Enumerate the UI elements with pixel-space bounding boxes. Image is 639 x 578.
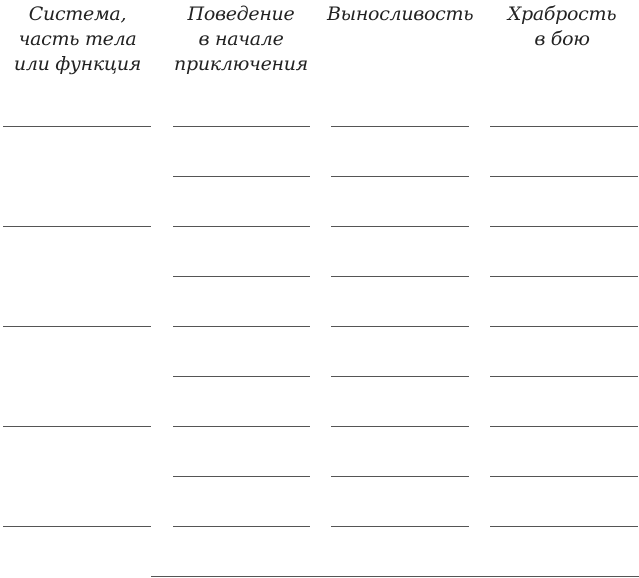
entry-line[interactable] bbox=[490, 276, 638, 277]
entry-line[interactable] bbox=[490, 176, 638, 177]
entry-line[interactable] bbox=[490, 376, 638, 377]
column-header-system: Система, часть тела или функция bbox=[13, 3, 142, 75]
column-header-behavior: Поведение в начале приключения bbox=[174, 3, 308, 75]
entry-line[interactable] bbox=[490, 526, 638, 527]
entry-line[interactable] bbox=[331, 376, 469, 377]
entry-line[interactable] bbox=[490, 476, 638, 477]
entry-line[interactable] bbox=[331, 226, 469, 227]
entry-line[interactable] bbox=[173, 476, 310, 477]
entry-line[interactable] bbox=[3, 426, 151, 427]
entry-line[interactable] bbox=[3, 526, 151, 527]
entry-line[interactable] bbox=[331, 276, 469, 277]
entry-line[interactable] bbox=[331, 526, 469, 527]
column-header-endurance: Выносливость bbox=[327, 3, 474, 25]
entry-line[interactable] bbox=[490, 226, 638, 227]
entry-line[interactable] bbox=[173, 226, 310, 227]
entry-line[interactable] bbox=[3, 126, 151, 127]
entry-line[interactable] bbox=[331, 476, 469, 477]
entry-line[interactable] bbox=[173, 526, 310, 527]
entry-line[interactable] bbox=[173, 376, 310, 377]
entry-line[interactable] bbox=[490, 326, 638, 327]
entry-line[interactable] bbox=[331, 326, 469, 327]
entry-line[interactable] bbox=[173, 426, 310, 427]
bottom-divider bbox=[151, 576, 639, 577]
entry-line[interactable] bbox=[173, 276, 310, 277]
entry-line[interactable] bbox=[490, 126, 638, 127]
column-header-bravery: Храбрость в бою bbox=[507, 3, 617, 50]
entry-line[interactable] bbox=[331, 176, 469, 177]
entry-line[interactable] bbox=[173, 176, 310, 177]
entry-line[interactable] bbox=[173, 326, 310, 327]
entry-line[interactable] bbox=[331, 126, 469, 127]
entry-line[interactable] bbox=[173, 126, 310, 127]
entry-line[interactable] bbox=[3, 326, 151, 327]
entry-line[interactable] bbox=[3, 226, 151, 227]
entry-line[interactable] bbox=[490, 426, 638, 427]
entry-line[interactable] bbox=[331, 426, 469, 427]
